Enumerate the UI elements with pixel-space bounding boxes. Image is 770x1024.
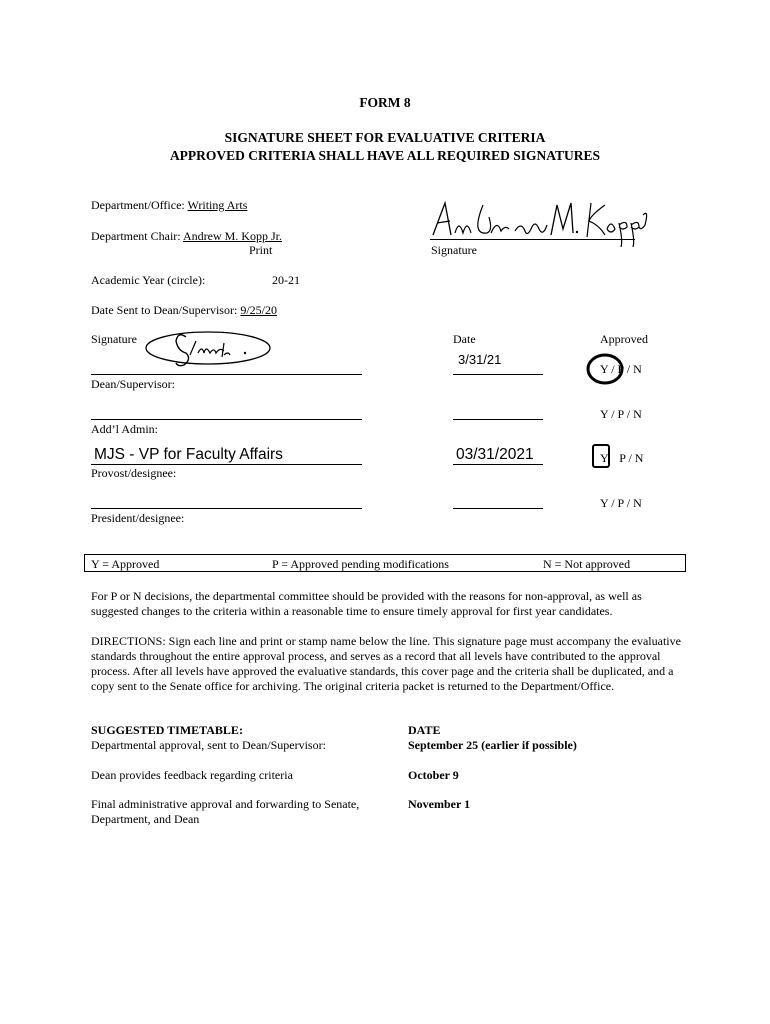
dean-approval-circle bbox=[584, 352, 626, 386]
col-approved: Approved bbox=[600, 332, 648, 346]
provost-role: Provost/designee: bbox=[91, 466, 177, 480]
timetable-date-heading: DATE bbox=[408, 723, 441, 737]
provost-stamp-name: MJS - VP for Faculty Affairs bbox=[94, 446, 283, 463]
president-approval: Y / P / N bbox=[600, 496, 642, 510]
addl-role: Add’l Admin: bbox=[91, 422, 159, 436]
legend-y: Y = Approved bbox=[91, 557, 160, 571]
dean-signature bbox=[140, 325, 275, 373]
dean-role: Dean/Supervisor: bbox=[91, 377, 175, 391]
timetable-date-3: November 1 bbox=[408, 797, 471, 811]
date-sent-value: 9/25/20 bbox=[240, 303, 277, 317]
department-label: Department/Office: bbox=[91, 198, 185, 212]
provost-date: 03/31/2021 bbox=[456, 446, 534, 463]
dean-approval: Y / P / N bbox=[600, 362, 642, 376]
timetable-step-3: Final administrative approval and forwarding to Senate, bbox=[91, 797, 360, 811]
form-number: FORM 8 bbox=[359, 95, 411, 110]
provost-approval-rest: P / N bbox=[619, 451, 644, 465]
form-title-line1: SIGNATURE SHEET FOR EVALUATIVE CRITERIA bbox=[224, 130, 546, 145]
president-role: President/designee: bbox=[91, 511, 185, 525]
chair-label: Department Chair: bbox=[91, 229, 181, 243]
chair-value: Andrew M. Kopp Jr. bbox=[182, 229, 282, 243]
timetable-heading: SUGGESTED TIMETABLE: bbox=[91, 723, 243, 737]
department-value: Writing Arts bbox=[187, 198, 248, 212]
provost-approval bbox=[600, 451, 643, 466]
print-label: Print bbox=[249, 243, 273, 257]
note-paragraph: For P or N decisions, the departmental committee should be provided with the reasons for non-approval, as well as suggested changes to the criteria within a reasonable time to ensure timely approval for first year candidates. bbox=[91, 589, 642, 618]
date-sent-row bbox=[91, 303, 277, 318]
col-signature: Signature bbox=[91, 332, 137, 346]
chair-row bbox=[91, 229, 282, 244]
legend-p: P = Approved pending modifications bbox=[272, 557, 449, 571]
date-sent-label: Date Sent to Dean/Supervisor: bbox=[91, 303, 238, 317]
timetable-step-1: Departmental approval, sent to Dean/Supervisor: bbox=[91, 738, 326, 752]
academic-year-value: 20-21 bbox=[272, 273, 300, 287]
col-date: Date bbox=[453, 332, 476, 346]
addl-approval: Y / P / N bbox=[600, 407, 642, 421]
timetable-step-3-cont: Department, and Dean bbox=[91, 812, 200, 826]
signature-label: Signature bbox=[431, 243, 477, 257]
academic-year-label: Academic Year (circle): bbox=[91, 273, 206, 287]
timetable-step-2: Dean provides feedback regarding criteria bbox=[91, 768, 293, 782]
form-title-line2: APPROVED CRITERIA SHALL HAVE ALL REQUIRED SIGNATURES bbox=[169, 148, 601, 163]
provost-approval-y: Y bbox=[600, 451, 609, 465]
timetable-date-2: October 9 bbox=[408, 768, 459, 782]
directions-paragraph: DIRECTIONS: Sign each line and print or stamp name below the line. This signature page must accompany the evaluative standards throughout the entire approval process, and serves as a record that all levels have contributed to the approval process. After all levels have approved the evaluative standards, this cover page and the criteria shall be duplicated, and a copy sent to the Senate office for archiving. The original criteria packet is returned to the Department/Office. bbox=[91, 634, 681, 693]
department-row bbox=[91, 198, 247, 213]
timetable-date-1: September 25 (earlier if possible) bbox=[408, 738, 577, 752]
legend-n: N = Not approved bbox=[543, 557, 631, 571]
dean-date: 3/31/21 bbox=[458, 352, 502, 367]
